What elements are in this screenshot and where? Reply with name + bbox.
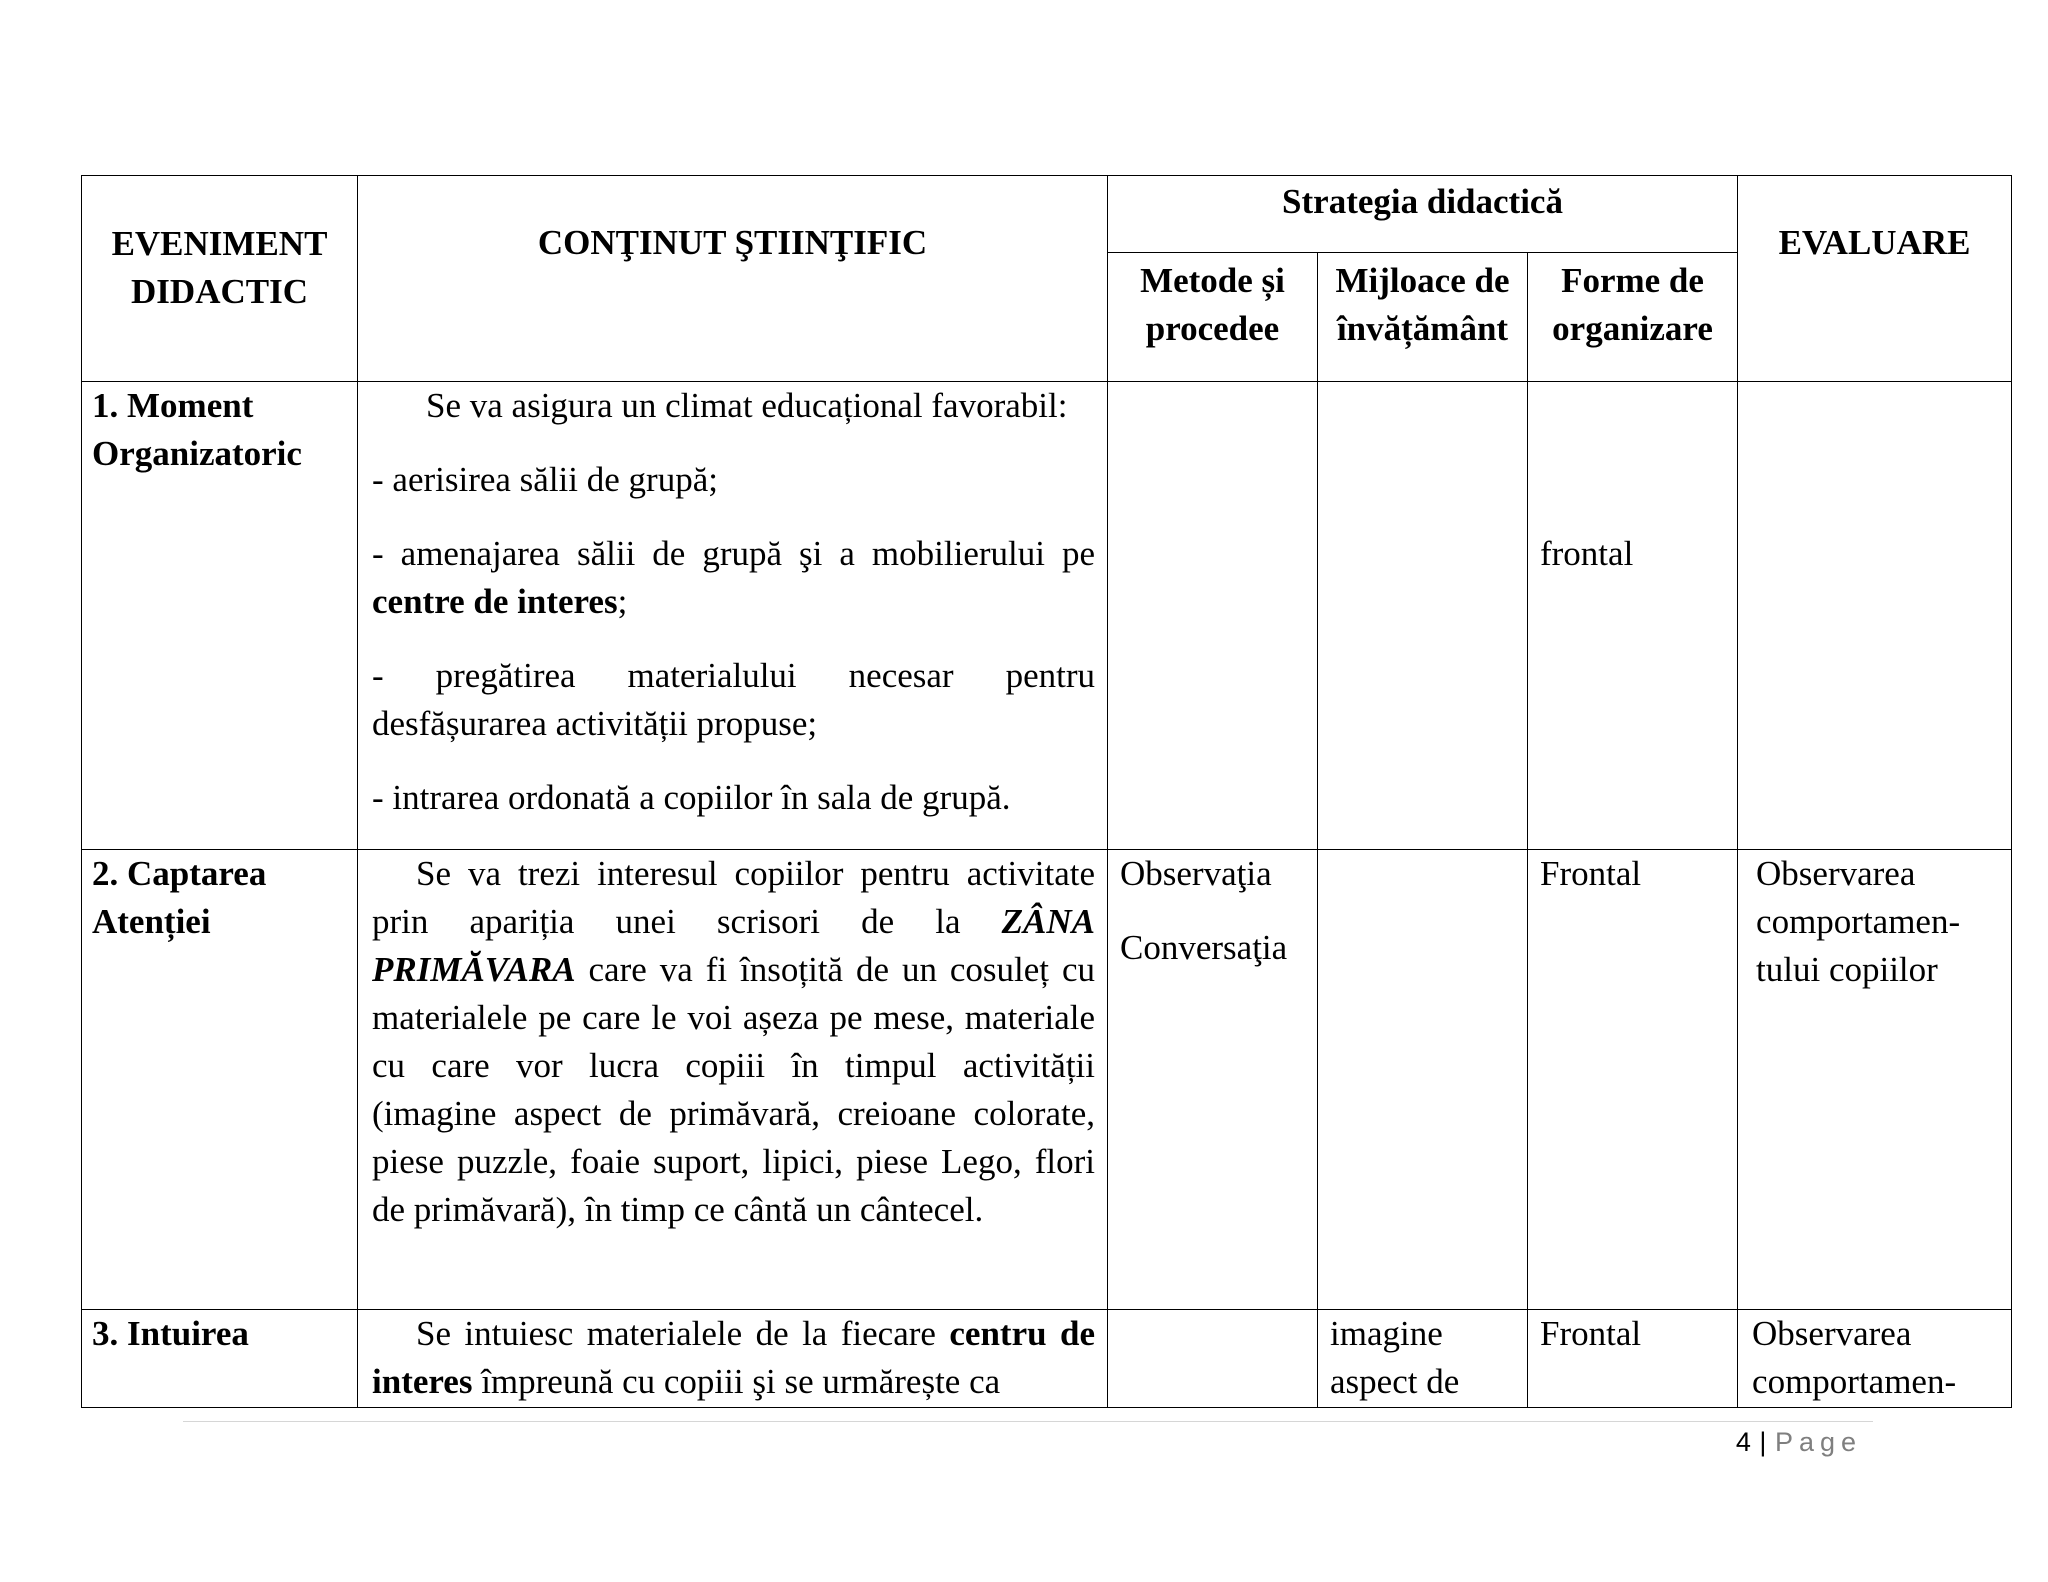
row-3-forme: Frontal [1528,1310,1738,1408]
header-row-top [82,176,2012,253]
row-2-text-2: care va fi însoțită de un cosuleț cu materialele pe care le voi așeza pe mese, materiale cu care vor lucra copiii în timpul activității (imagine aspect de primăvară, creioane colorate, piese puzzle, foaie suport, lipici, piese Lego, flori de primăvară), în timp ce cântă un cântecel. [372,950,1095,1229]
row-1-mijloace [1318,382,1528,850]
row-1-item-1: - aerisirea sălii de grupă; [372,460,718,499]
header-eveniment [82,176,358,382]
row-2-evaluare: Observarea comportamen-tului copiilor [1738,850,2012,1310]
row-2-eveniment: 2. Captarea Atenției [82,850,358,1310]
row-1-forme [1528,382,1738,850]
header-strategia: Strategia didactică [1108,176,1738,253]
row-3-paragraph [372,1310,1095,1406]
table-row [82,850,2012,1310]
page-separator: | [1751,1427,1775,1457]
header-continut [358,176,1108,382]
page-number: 4 [1735,1427,1752,1457]
footer-divider [183,1421,1873,1422]
table-row [82,382,2012,850]
row-1-evaluare [1738,382,2012,850]
row-2-metoda-2: Conversaţia [1120,928,1288,967]
row-2-text-1: Se va trezi interesul copiilor pentru activitate prin apariția unei scrisori de la [372,854,1095,941]
row-2-metode [1108,850,1318,1310]
row-1-intro: Se va asigura un climat educațional favorabil: [426,386,1068,425]
page-footer [1736,1427,1862,1458]
row-3-continut [358,1310,1108,1408]
row-1-item-2-end: ; [617,582,628,621]
row-1-item-2 [372,530,1095,626]
row-2-mijloace [1318,850,1528,1310]
page-label: Page [1774,1427,1862,1457]
row-3-evaluare: Observarea comportamen- [1738,1310,2012,1408]
row-3-metode [1108,1310,1318,1408]
row-1-item-2-text: - amenajarea sălii de grupă şi a mobilierului pe [372,534,1095,573]
row-1-eveniment: 1. Moment Organizatoric [82,382,358,850]
table-row [82,1310,2012,1408]
row-2-metoda-1: Observaţia [1120,854,1272,893]
header-forme: Forme de organizare [1528,253,1738,382]
row-2-forme: Frontal [1528,850,1738,1310]
row-1-item-2-bold: centre de interes [372,582,618,621]
header-evaluare-label: EVALUARE [1778,222,1971,262]
header-evaluare [1738,176,2012,382]
row-3-mijloace: imagine aspect de [1318,1310,1528,1408]
row-2-paragraph [372,850,1095,1234]
header-eveniment-label: EVENIMENT DIDACTIC [111,223,328,311]
row-1-continut [358,382,1108,850]
row-2-continut [358,850,1108,1310]
row-3-text-1: Se intuiesc materialele de la fiecare [416,1314,950,1353]
lesson-plan-table [81,175,2012,1408]
row-1-metode [1108,382,1318,850]
row-1-item-4: - intrarea ordonată a copiilor în sala de grupă. [372,778,1011,817]
row-1-forme-text: frontal [1540,534,1634,573]
header-continut-label: CONŢINUT ŞTIINŢIFIC [537,222,928,262]
row-1-item-3: - pregătirea materialului necesar pentru desfășurarea activității propuse; [372,656,1095,743]
row-3-bold: centru de interes [372,1314,1095,1401]
header-mijloace: Mijloace de învățământ [1318,253,1528,382]
header-metode: Metode și procedee [1108,253,1318,382]
row-2-bold-italic: ZÂNA PRIMĂVARA [372,902,1095,989]
row-3-text-2: împreună cu copiii şi se urmărește ca [472,1362,1001,1401]
row-3-eveniment: 3. Intuirea [82,1310,358,1408]
